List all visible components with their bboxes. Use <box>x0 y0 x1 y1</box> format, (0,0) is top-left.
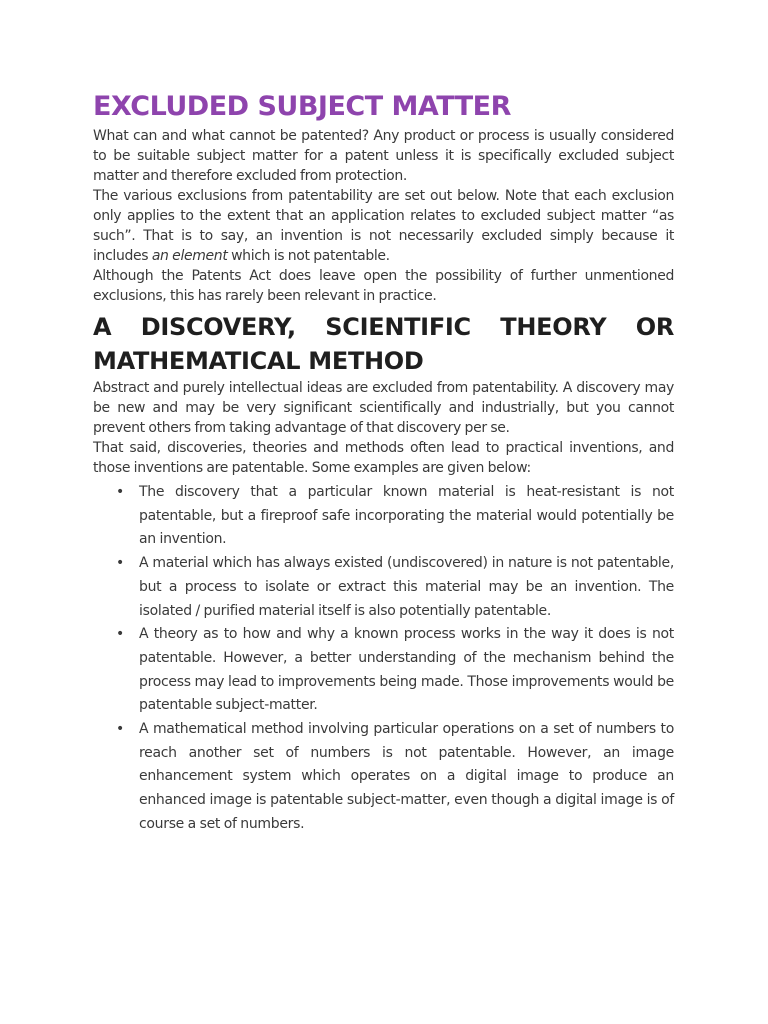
intro-paragraph-2-text-a: The various exclusions from patentability are set out below. Note that each exclusion only applies to the extent that an application relates to excluded subject matter “as such”. That is to say, an invention is not necessarily excluded simply because it includes <box>93 188 674 264</box>
list-item-text: A material which has always existed (undiscovered) in nature is not patentable, but a process to isolate or extract this material may be an invention. The isolated / purified material itself is also potentially patentable. <box>139 555 674 619</box>
list-item <box>116 481 674 552</box>
document-page <box>93 88 674 837</box>
bullet-icon: • <box>116 626 124 643</box>
section-paragraph-1: Abstract and purely intellectual ideas are excluded from patentability. A discovery may be new and may be very significant scientifically and industrially, but you cannot prevent others from taking advantage of that discovery per se. <box>93 380 674 436</box>
section-paragraph-2: That said, discoveries, theories and methods often lead to practical inventions, and those inventions are patentable. Some examples are given below: <box>93 440 674 476</box>
bullet-icon: • <box>116 555 124 572</box>
intro-paragraph-1: What can and what cannot be patented? Any product or process is usually considered to be suitable subject matter for a patent unless it is specifically excluded subject matter and therefore excluded from protection. <box>93 128 674 184</box>
examples-list <box>93 481 674 837</box>
bullet-icon: • <box>116 721 124 738</box>
list-item-text: The discovery that a particular known material is heat-resistant is not patentable, but a fireproof safe incorporating the material would potentially be an invention. <box>139 484 674 548</box>
list-item <box>116 623 674 718</box>
section-heading <box>93 310 674 378</box>
section-heading-line-2: MATHEMATICAL METHOD <box>93 347 424 375</box>
intro-paragraph-2-text-b: which is not patentable. <box>227 248 390 264</box>
intro-paragraph-2-emphasis: an element <box>151 248 228 264</box>
intro-paragraph-2 <box>93 186 674 266</box>
section-heading-line-1: A DISCOVERY, SCIENTIFIC THEORY OR <box>93 313 674 341</box>
intro-paragraph-3: Although the Patents Act does leave open the possibility of further unmentioned exclusions, this has rarely been relevant in practice. <box>93 268 674 304</box>
bullet-icon: • <box>116 484 124 500</box>
list-item <box>116 718 674 837</box>
page-title: EXCLUDED SUBJECT MATTER <box>93 91 511 122</box>
list-item <box>116 552 674 623</box>
list-item-text: A theory as to how and why a known process works in the way it does is not patentable. However, a better understanding of the mechanism behind the process may lead to improvements being made. Those improvements would be patentable subject-matter. <box>139 626 674 714</box>
list-item-text: A mathematical method involving particular operations on a set of numbers to reach another set of numbers is not patentable. However, an image enhancement system which operates on a digital image to produce an enhanced image is patentable subject-matter, even though a digital image is of course a set of numbers. <box>139 721 674 832</box>
